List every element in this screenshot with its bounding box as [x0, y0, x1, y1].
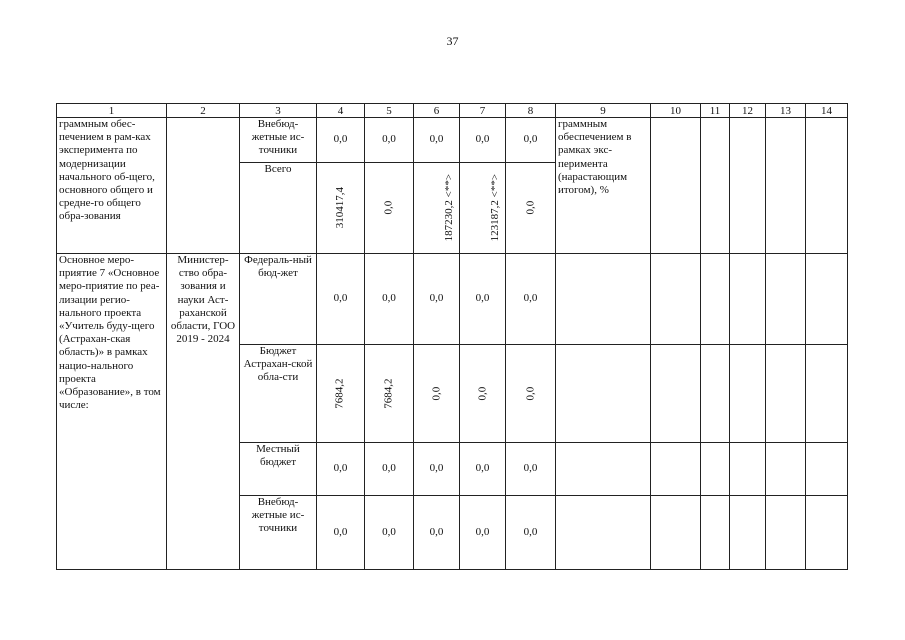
header-cell: 3 — [240, 104, 317, 118]
rotated-value: 187230,2 <**> — [443, 174, 456, 242]
value-cell: 0,0 — [317, 254, 365, 345]
source-label: Внебюд-жетные ис-точники — [240, 496, 317, 570]
value-cell: 0,0 — [317, 118, 365, 163]
header-cell: 5 — [365, 104, 414, 118]
empty-cell — [556, 345, 651, 443]
empty-cell — [701, 345, 730, 443]
empty-cell — [806, 443, 848, 496]
value-cell: 0,0 — [460, 496, 506, 570]
activity-description: граммным обес-печением в рам-ках эксперимента по модернизации начального об-щего, основного общего и средне-го общего обра-зования — [57, 118, 167, 254]
value-cell — [460, 163, 506, 254]
value-cell: 0,0 — [460, 254, 506, 345]
empty-cell — [701, 443, 730, 496]
value-cell: 0,0 — [506, 496, 556, 570]
empty-cell — [701, 118, 730, 254]
empty-cell — [766, 443, 806, 496]
value-cell: 0,0 — [365, 496, 414, 570]
rotated-value: 123187,2 <**> — [489, 174, 502, 242]
rotated-value: 7684,2 — [333, 378, 346, 409]
empty-cell — [806, 254, 848, 345]
source-label: Федераль-ный бюд-жет — [240, 254, 317, 345]
value-cell: 0,0 — [414, 118, 460, 163]
empty-cell — [730, 443, 766, 496]
value-cell: 0,0 — [414, 254, 460, 345]
source-label: Внебюд-жетные ис-точники — [240, 118, 317, 163]
value-cell — [414, 163, 460, 254]
header-cell: 6 — [414, 104, 460, 118]
empty-cell — [766, 254, 806, 345]
rotated-value: 0,0 — [429, 386, 442, 401]
table-row — [57, 118, 848, 163]
value-cell: 0,0 — [317, 496, 365, 570]
empty-cell — [651, 443, 701, 496]
rotated-value: 0,0 — [475, 386, 488, 401]
empty-cell — [766, 345, 806, 443]
header-cell: 9 — [556, 104, 651, 118]
rotated-value: 0,0 — [382, 201, 395, 215]
empty-cell — [701, 254, 730, 345]
header-cell: 1 — [57, 104, 167, 118]
empty-cell — [556, 443, 651, 496]
value-cell: 0,0 — [365, 254, 414, 345]
empty-cell — [730, 118, 766, 254]
empty-cell — [651, 345, 701, 443]
empty-cell — [556, 254, 651, 345]
empty-cell — [766, 118, 806, 254]
header-cell: 11 — [701, 104, 730, 118]
value-cell: 0,0 — [506, 443, 556, 496]
empty-cell — [651, 118, 701, 254]
value-cell: 0,0 — [414, 443, 460, 496]
value-cell: 0,0 — [317, 443, 365, 496]
header-cell: 4 — [317, 104, 365, 118]
value-cell — [414, 345, 460, 443]
value-cell: 0,0 — [460, 118, 506, 163]
table-row — [57, 254, 848, 345]
empty-cell — [730, 254, 766, 345]
budget-table — [56, 103, 848, 570]
empty-cell — [806, 496, 848, 570]
value-cell: 0,0 — [365, 443, 414, 496]
header-cell: 7 — [460, 104, 506, 118]
header-row — [57, 104, 848, 118]
empty-cell — [651, 496, 701, 570]
source-label: Бюджет Астрахан-ской обла-сти — [240, 345, 317, 443]
value-cell — [506, 163, 556, 254]
empty-cell — [806, 345, 848, 443]
source-label: Всего — [240, 163, 317, 254]
value-cell: 0,0 — [460, 443, 506, 496]
indicator-description: граммным обеспечением в рамках экс-перимента (нарастающим итогом), % — [556, 118, 651, 254]
empty-cell — [806, 118, 848, 254]
rotated-value: 7684,2 — [382, 378, 395, 409]
empty-cell — [766, 496, 806, 570]
header-cell: 14 — [806, 104, 848, 118]
header-cell: 2 — [167, 104, 240, 118]
empty-cell — [651, 254, 701, 345]
value-cell — [506, 345, 556, 443]
value-cell — [317, 163, 365, 254]
value-cell — [317, 345, 365, 443]
header-cell: 12 — [730, 104, 766, 118]
value-cell: 0,0 — [506, 254, 556, 345]
value-cell — [365, 163, 414, 254]
header-cell: 8 — [506, 104, 556, 118]
executor-cell: Министер-ство обра-зования и науки Аст-раханской области, ГОО 2019 - 2024 — [167, 254, 240, 570]
header-cell: 10 — [651, 104, 701, 118]
rotated-value: 0,0 — [523, 201, 536, 215]
header-cell: 13 — [766, 104, 806, 118]
activity-description: Основное меро-приятие 7 «Основное меро-приятие по реа-лизации регио-нального проекта «Учитель буду-щего (Астрахан-ская область)» в рамках нацио-нального проекта «Образование», в том числе: — [57, 254, 167, 570]
executor-cell — [167, 118, 240, 254]
page-number: 37 — [446, 34, 459, 48]
value-cell: 0,0 — [506, 118, 556, 163]
empty-cell — [730, 345, 766, 443]
empty-cell — [730, 496, 766, 570]
empty-cell — [556, 496, 651, 570]
value-cell — [365, 345, 414, 443]
rotated-value: 0,0 — [523, 386, 536, 401]
value-cell: 0,0 — [414, 496, 460, 570]
rotated-value: 310417,4 — [333, 187, 346, 229]
value-cell — [460, 345, 506, 443]
source-label: Местный бюджет — [240, 443, 317, 496]
value-cell: 0,0 — [365, 118, 414, 163]
empty-cell — [701, 496, 730, 570]
